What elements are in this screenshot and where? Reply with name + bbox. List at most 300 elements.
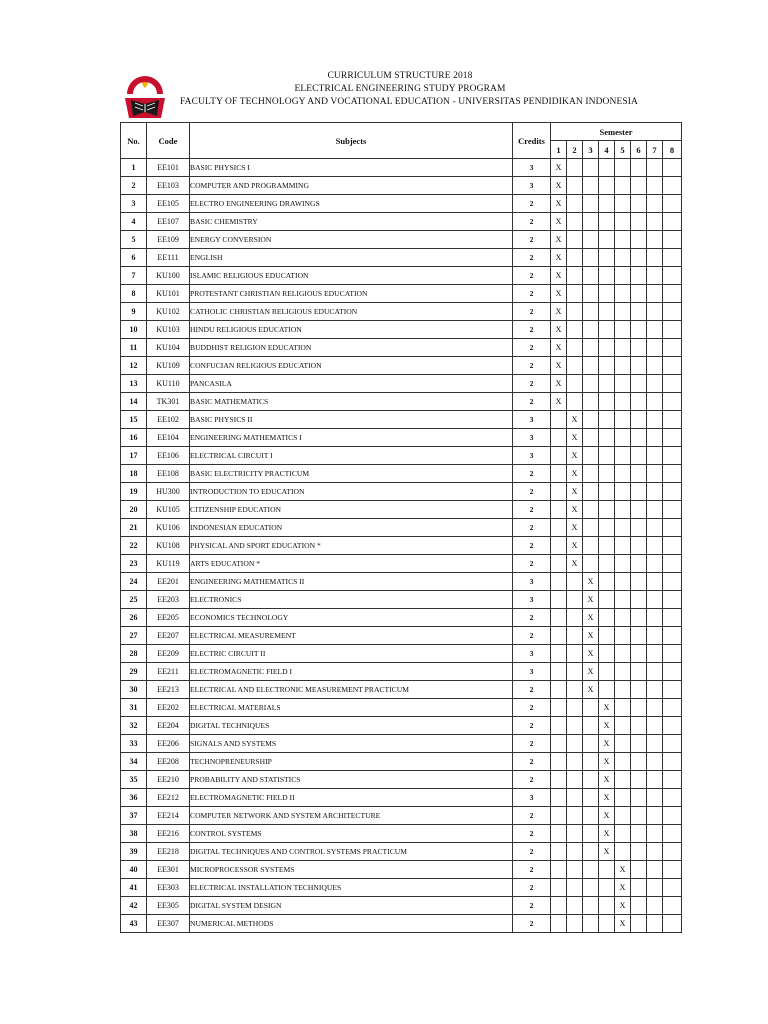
semester-cell-6 <box>631 789 647 807</box>
semester-mark: X <box>551 195 567 213</box>
course-credits: 3 <box>513 159 551 177</box>
semester-cell-7 <box>647 645 663 663</box>
semester-mark: X <box>551 285 567 303</box>
semester-cell-8 <box>663 375 682 393</box>
semester-cell-2 <box>567 879 583 897</box>
semester-mark: X <box>583 609 599 627</box>
row-number: 12 <box>121 357 147 375</box>
semester-mark: X <box>551 339 567 357</box>
course-code: EE203 <box>147 591 190 609</box>
course-code: KU109 <box>147 357 190 375</box>
course-code: KU106 <box>147 519 190 537</box>
course-subject: CONFUCIAN RELIGIOUS EDUCATION <box>190 357 513 375</box>
course-code: KU101 <box>147 285 190 303</box>
semester-cell-5 <box>615 789 631 807</box>
semester-cell-6 <box>631 267 647 285</box>
semester-cell-6 <box>631 591 647 609</box>
semester-cell-2 <box>567 393 583 411</box>
semester-cell-6 <box>631 447 647 465</box>
semester-cell-7 <box>647 663 663 681</box>
semester-cell-7 <box>647 447 663 465</box>
semester-cell-2 <box>567 753 583 771</box>
semester-cell-5 <box>615 717 631 735</box>
course-code: KU105 <box>147 501 190 519</box>
semester-cell-1 <box>551 861 567 879</box>
course-credits: 2 <box>513 465 551 483</box>
semester-cell-5 <box>615 213 631 231</box>
semester-cell-5 <box>615 807 631 825</box>
course-subject: ELECTRICAL MEASUREMENT <box>190 627 513 645</box>
course-credits: 3 <box>513 573 551 591</box>
course-code: KU104 <box>147 339 190 357</box>
row-number: 39 <box>121 843 147 861</box>
course-subject: ELECTRICAL INSTALLATION TECHNIQUES <box>190 879 513 897</box>
header-semester-4: 4 <box>599 141 615 159</box>
semester-cell-3 <box>583 195 599 213</box>
course-credits: 2 <box>513 699 551 717</box>
table-row <box>121 753 682 771</box>
semester-cell-8 <box>663 231 682 249</box>
course-subject: BASIC PHYSICS I <box>190 159 513 177</box>
semester-cell-1 <box>551 447 567 465</box>
table-row <box>121 735 682 753</box>
course-credits: 2 <box>513 807 551 825</box>
semester-cell-7 <box>647 681 663 699</box>
course-code: EE209 <box>147 645 190 663</box>
course-subject: CATHOLIC CHRISTIAN RELIGIOUS EDUCATION <box>190 303 513 321</box>
semester-cell-7 <box>647 177 663 195</box>
semester-cell-4 <box>599 411 615 429</box>
semester-cell-2 <box>567 375 583 393</box>
semester-cell-2 <box>567 663 583 681</box>
semester-cell-2 <box>567 825 583 843</box>
semester-cell-7 <box>647 519 663 537</box>
course-code: EE111 <box>147 249 190 267</box>
course-code: EE212 <box>147 789 190 807</box>
semester-cell-8 <box>663 357 682 375</box>
course-subject: BASIC CHEMISTRY <box>190 213 513 231</box>
semester-cell-4 <box>599 321 615 339</box>
semester-cell-3 <box>583 285 599 303</box>
semester-cell-6 <box>631 897 647 915</box>
course-subject: ELECTRICAL CIRCUIT I <box>190 447 513 465</box>
table-row <box>121 447 682 465</box>
semester-cell-8 <box>663 897 682 915</box>
semester-cell-3 <box>583 411 599 429</box>
course-code: EE202 <box>147 699 190 717</box>
row-number: 33 <box>121 735 147 753</box>
semester-cell-8 <box>663 555 682 573</box>
semester-cell-5 <box>615 825 631 843</box>
semester-cell-8 <box>663 735 682 753</box>
semester-cell-4 <box>599 393 615 411</box>
row-number: 28 <box>121 645 147 663</box>
semester-mark: X <box>567 447 583 465</box>
row-number: 11 <box>121 339 147 357</box>
semester-cell-5 <box>615 681 631 699</box>
course-credits: 2 <box>513 357 551 375</box>
table-row <box>121 573 682 591</box>
semester-cell-5 <box>615 645 631 663</box>
semester-cell-4 <box>599 213 615 231</box>
semester-cell-5 <box>615 591 631 609</box>
semester-cell-1 <box>551 843 567 861</box>
semester-cell-3 <box>583 519 599 537</box>
semester-cell-5 <box>615 501 631 519</box>
semester-mark: X <box>583 663 599 681</box>
semester-cell-8 <box>663 519 682 537</box>
table-row <box>121 465 682 483</box>
row-number: 41 <box>121 879 147 897</box>
semester-cell-8 <box>663 321 682 339</box>
semester-cell-2 <box>567 213 583 231</box>
semester-cell-6 <box>631 285 647 303</box>
course-code: EE305 <box>147 897 190 915</box>
semester-cell-6 <box>631 915 647 933</box>
course-code: EE211 <box>147 663 190 681</box>
semester-cell-4 <box>599 339 615 357</box>
semester-cell-4 <box>599 681 615 699</box>
semester-cell-4 <box>599 897 615 915</box>
row-number: 10 <box>121 321 147 339</box>
semester-mark: X <box>567 429 583 447</box>
course-code: EE307 <box>147 915 190 933</box>
semester-cell-6 <box>631 519 647 537</box>
header-line-2: ELECTRICAL ENGINEERING STUDY PROGRAM <box>294 84 506 94</box>
row-number: 9 <box>121 303 147 321</box>
row-number: 24 <box>121 573 147 591</box>
semester-cell-6 <box>631 645 647 663</box>
semester-cell-8 <box>663 447 682 465</box>
course-subject: INDONESIAN EDUCATION <box>190 519 513 537</box>
course-credits: 2 <box>513 609 551 627</box>
semester-cell-4 <box>599 303 615 321</box>
semester-mark: X <box>599 843 615 861</box>
row-number: 16 <box>121 429 147 447</box>
course-subject: ARTS EDUCATION * <box>190 555 513 573</box>
semester-cell-7 <box>647 267 663 285</box>
semester-cell-6 <box>631 249 647 267</box>
semester-cell-1 <box>551 879 567 897</box>
semester-cell-3 <box>583 159 599 177</box>
semester-cell-6 <box>631 159 647 177</box>
semester-cell-6 <box>631 699 647 717</box>
semester-cell-7 <box>647 231 663 249</box>
course-subject: ELECTROMAGNETIC FIELD II <box>190 789 513 807</box>
table-row <box>121 303 682 321</box>
semester-cell-8 <box>663 591 682 609</box>
semester-mark: X <box>551 303 567 321</box>
course-subject: COMPUTER AND PROGRAMMING <box>190 177 513 195</box>
row-number: 8 <box>121 285 147 303</box>
semester-cell-7 <box>647 789 663 807</box>
semester-cell-4 <box>599 591 615 609</box>
table-row <box>121 249 682 267</box>
table-row <box>121 717 682 735</box>
semester-cell-7 <box>647 879 663 897</box>
table-row <box>121 483 682 501</box>
semester-cell-6 <box>631 609 647 627</box>
semester-mark: X <box>551 375 567 393</box>
table-row <box>121 501 682 519</box>
semester-cell-7 <box>647 339 663 357</box>
table-row <box>121 195 682 213</box>
course-subject: ENGINEERING MATHEMATICS II <box>190 573 513 591</box>
course-code: HU300 <box>147 483 190 501</box>
row-number: 29 <box>121 663 147 681</box>
course-code: EE103 <box>147 177 190 195</box>
header-subjects: Subjects <box>190 123 513 159</box>
course-code: EE101 <box>147 159 190 177</box>
semester-mark: X <box>567 519 583 537</box>
course-subject: MICROPROCESSOR SYSTEMS <box>190 861 513 879</box>
semester-cell-3 <box>583 429 599 447</box>
document-header <box>180 70 638 109</box>
semester-cell-4 <box>599 375 615 393</box>
semester-cell-1 <box>551 609 567 627</box>
semester-cell-1 <box>551 789 567 807</box>
semester-cell-2 <box>567 303 583 321</box>
course-code: EE206 <box>147 735 190 753</box>
course-code: EE213 <box>147 681 190 699</box>
row-number: 30 <box>121 681 147 699</box>
semester-cell-8 <box>663 609 682 627</box>
semester-cell-4 <box>599 519 615 537</box>
semester-cell-8 <box>663 393 682 411</box>
course-subject: ELECTRONICS <box>190 591 513 609</box>
semester-cell-6 <box>631 213 647 231</box>
semester-mark: X <box>567 555 583 573</box>
semester-cell-8 <box>663 285 682 303</box>
course-subject: PROTESTANT CHRISTIAN RELIGIOUS EDUCATION <box>190 285 513 303</box>
semester-cell-6 <box>631 411 647 429</box>
semester-cell-8 <box>663 717 682 735</box>
semester-cell-6 <box>631 321 647 339</box>
semester-cell-8 <box>663 303 682 321</box>
semester-cell-5 <box>615 843 631 861</box>
semester-cell-1 <box>551 753 567 771</box>
semester-cell-4 <box>599 231 615 249</box>
row-number: 23 <box>121 555 147 573</box>
course-subject: INTRODUCTION TO EDUCATION <box>190 483 513 501</box>
semester-cell-1 <box>551 591 567 609</box>
semester-cell-3 <box>583 843 599 861</box>
course-subject: ECONOMICS TECHNOLOGY <box>190 609 513 627</box>
course-credits: 2 <box>513 267 551 285</box>
semester-cell-4 <box>599 267 615 285</box>
header-code: Code <box>147 123 190 159</box>
semester-cell-5 <box>615 285 631 303</box>
course-credits: 2 <box>513 321 551 339</box>
course-credits: 2 <box>513 681 551 699</box>
semester-cell-6 <box>631 663 647 681</box>
course-subject: DIGITAL TECHNIQUES AND CONTROL SYSTEMS PRACTICUM <box>190 843 513 861</box>
course-code: KU103 <box>147 321 190 339</box>
semester-cell-5 <box>615 573 631 591</box>
semester-cell-4 <box>599 195 615 213</box>
semester-cell-1 <box>551 411 567 429</box>
semester-cell-8 <box>663 627 682 645</box>
course-subject: ENGLISH <box>190 249 513 267</box>
row-number: 26 <box>121 609 147 627</box>
table-row <box>121 321 682 339</box>
course-code: EE109 <box>147 231 190 249</box>
header-semester-7: 7 <box>647 141 663 159</box>
row-number: 31 <box>121 699 147 717</box>
table-row <box>121 663 682 681</box>
course-subject: BASIC ELECTRICITY PRACTICUM <box>190 465 513 483</box>
semester-cell-4 <box>599 285 615 303</box>
semester-cell-2 <box>567 321 583 339</box>
semester-cell-1 <box>551 915 567 933</box>
semester-cell-5 <box>615 267 631 285</box>
semester-cell-3 <box>583 879 599 897</box>
semester-cell-1 <box>551 573 567 591</box>
semester-cell-8 <box>663 663 682 681</box>
course-subject: PROBABILITY AND STATISTICS <box>190 771 513 789</box>
semester-cell-5 <box>615 627 631 645</box>
semester-cell-1 <box>551 717 567 735</box>
row-number: 27 <box>121 627 147 645</box>
semester-cell-2 <box>567 231 583 249</box>
semester-cell-4 <box>599 537 615 555</box>
semester-cell-2 <box>567 807 583 825</box>
course-credits: 2 <box>513 627 551 645</box>
row-number: 1 <box>121 159 147 177</box>
semester-cell-4 <box>599 861 615 879</box>
semester-cell-4 <box>599 249 615 267</box>
semester-cell-1 <box>551 465 567 483</box>
semester-cell-8 <box>663 465 682 483</box>
course-subject: DIGITAL TECHNIQUES <box>190 717 513 735</box>
semester-cell-7 <box>647 357 663 375</box>
semester-cell-3 <box>583 231 599 249</box>
semester-cell-4 <box>599 663 615 681</box>
course-code: KU100 <box>147 267 190 285</box>
semester-cell-4 <box>599 447 615 465</box>
semester-cell-1 <box>551 429 567 447</box>
semester-cell-2 <box>567 681 583 699</box>
course-code: EE105 <box>147 195 190 213</box>
semester-cell-3 <box>583 735 599 753</box>
semester-cell-3 <box>583 249 599 267</box>
course-credits: 2 <box>513 915 551 933</box>
semester-cell-3 <box>583 483 599 501</box>
semester-cell-5 <box>615 177 631 195</box>
semester-cell-4 <box>599 627 615 645</box>
semester-mark: X <box>567 537 583 555</box>
course-code: EE303 <box>147 879 190 897</box>
semester-cell-2 <box>567 267 583 285</box>
semester-cell-7 <box>647 213 663 231</box>
course-credits: 2 <box>513 195 551 213</box>
table-row <box>121 645 682 663</box>
row-number: 22 <box>121 537 147 555</box>
semester-cell-2 <box>567 609 583 627</box>
table-row <box>121 699 682 717</box>
semester-mark: X <box>615 879 631 897</box>
semester-cell-2 <box>567 339 583 357</box>
semester-cell-3 <box>583 789 599 807</box>
semester-cell-6 <box>631 753 647 771</box>
semester-cell-7 <box>647 915 663 933</box>
semester-cell-5 <box>615 555 631 573</box>
table-row <box>121 357 682 375</box>
semester-mark: X <box>551 321 567 339</box>
semester-mark: X <box>551 177 567 195</box>
course-credits: 2 <box>513 771 551 789</box>
semester-cell-3 <box>583 699 599 717</box>
semester-mark: X <box>551 249 567 267</box>
row-number: 15 <box>121 411 147 429</box>
semester-cell-4 <box>599 177 615 195</box>
course-credits: 2 <box>513 537 551 555</box>
semester-cell-8 <box>663 825 682 843</box>
semester-cell-7 <box>647 753 663 771</box>
row-number: 5 <box>121 231 147 249</box>
semester-cell-4 <box>599 573 615 591</box>
semester-cell-4 <box>599 915 615 933</box>
semester-cell-6 <box>631 843 647 861</box>
row-number: 14 <box>121 393 147 411</box>
row-number: 38 <box>121 825 147 843</box>
table-row <box>121 537 682 555</box>
semester-cell-4 <box>599 645 615 663</box>
semester-cell-6 <box>631 771 647 789</box>
course-code: EE204 <box>147 717 190 735</box>
semester-cell-5 <box>615 771 631 789</box>
course-code: EE214 <box>147 807 190 825</box>
semester-cell-5 <box>615 339 631 357</box>
table-row <box>121 267 682 285</box>
semester-cell-6 <box>631 375 647 393</box>
row-number: 43 <box>121 915 147 933</box>
semester-cell-8 <box>663 573 682 591</box>
semester-cell-7 <box>647 393 663 411</box>
course-credits: 2 <box>513 717 551 735</box>
course-credits: 2 <box>513 843 551 861</box>
semester-cell-3 <box>583 861 599 879</box>
course-subject: TECHNOPRENEURSHIP <box>190 753 513 771</box>
course-code: KU102 <box>147 303 190 321</box>
semester-cell-5 <box>615 375 631 393</box>
semester-cell-3 <box>583 771 599 789</box>
semester-mark: X <box>567 465 583 483</box>
semester-mark: X <box>567 501 583 519</box>
course-subject: ELECTRIC CIRCUIT II <box>190 645 513 663</box>
semester-cell-1 <box>551 519 567 537</box>
course-code: EE201 <box>147 573 190 591</box>
semester-cell-8 <box>663 411 682 429</box>
semester-cell-2 <box>567 591 583 609</box>
course-code: EE102 <box>147 411 190 429</box>
semester-cell-2 <box>567 177 583 195</box>
table-row <box>121 393 682 411</box>
semester-cell-8 <box>663 429 682 447</box>
table-row <box>121 375 682 393</box>
semester-cell-7 <box>647 195 663 213</box>
row-number: 25 <box>121 591 147 609</box>
course-subject: PHYSICAL AND SPORT EDUCATION * <box>190 537 513 555</box>
semester-cell-1 <box>551 663 567 681</box>
course-subject: ISLAMIC RELIGIOUS EDUCATION <box>190 267 513 285</box>
semester-cell-2 <box>567 861 583 879</box>
table-row <box>121 339 682 357</box>
course-subject: ELECTRICAL AND ELECTRONIC MEASUREMENT PRACTICUM <box>190 681 513 699</box>
semester-cell-5 <box>615 411 631 429</box>
semester-cell-3 <box>583 717 599 735</box>
semester-mark: X <box>599 789 615 807</box>
